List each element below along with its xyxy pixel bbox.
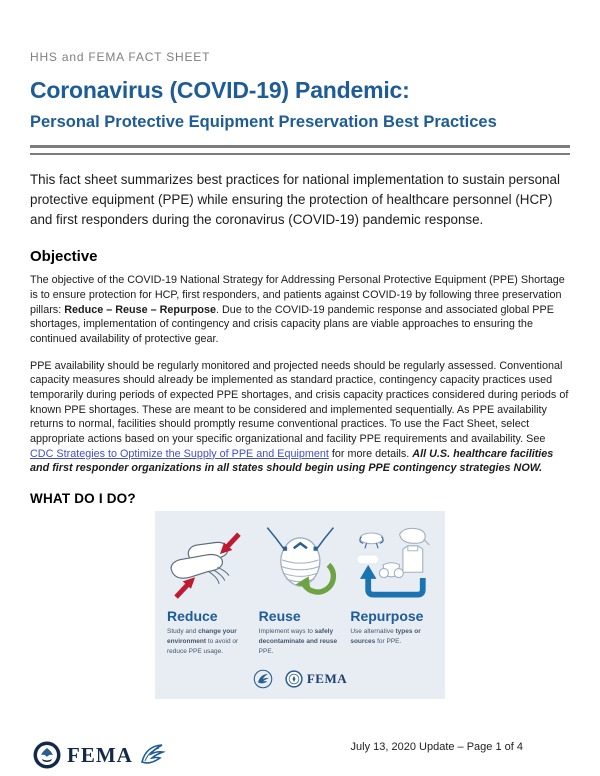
fema-wordmark: FEMA [306, 671, 348, 687]
divider-line [30, 145, 570, 148]
footer-page-info: July 13, 2020 Update – Page 1 of 4 [350, 741, 523, 753]
divider-line [30, 153, 570, 156]
pillar-label-repurpose: Repurpose [350, 608, 424, 625]
desc-text: PPE. [258, 647, 274, 655]
pillar-label-reduce: Reduce [167, 608, 218, 625]
document-kicker: HHS and FEMA FACT SHEET [30, 50, 211, 64]
desc-text: to avoid or reduce PPE usage. [167, 637, 239, 655]
pillar-repurpose [350, 521, 433, 665]
footer-agency-logos [32, 740, 166, 770]
pillars-bold-text: Reduce – Reuse – Repurpose [64, 303, 217, 316]
ppe-pillars-infographic [155, 511, 445, 699]
objective-heading: Objective [30, 248, 98, 266]
page-subtitle: Personal Protective Equipment Preservation Best Practices [30, 113, 497, 131]
pillar-reuse [259, 521, 342, 665]
fema-wordmark: FEMA [67, 742, 133, 767]
pillar-label-reuse: Reuse [258, 608, 301, 625]
desc-bold-text: types or sources [350, 628, 421, 645]
desc-text: Study and [167, 628, 199, 636]
respirator-mask-icon [259, 521, 342, 607]
paragraph-text: . Due to the COVID-19 pandemic response and associated global PPE shortages, implementation of contingency and crisis capacity plans are viable approaches to ensuring the continued availability of protective gear. [30, 303, 554, 346]
objective-paragraph-2 [30, 359, 570, 476]
what-do-i-do-heading: WHAT DO I DO? [30, 491, 136, 507]
gloves-icon [167, 521, 250, 607]
double-rule-divider [30, 145, 570, 155]
infographic-logos-row [167, 667, 433, 691]
pillars-row [167, 521, 433, 665]
fema-mini-logo [285, 670, 347, 688]
pillar-desc-repurpose [350, 627, 433, 647]
pillar-desc-reduce [167, 627, 250, 656]
intro-paragraph: This fact sheet summarizes best practices for national implementation to sustain personal protective equipment (PPE) while ensuring the protection of healthcare personnel (HCP) and first responders during the coronavirus (COVID-19) pandemic response. [30, 172, 560, 228]
paragraph-text: for more details. [328, 447, 413, 460]
hhs-eagle-icon [253, 669, 273, 689]
cdc-strategies-link[interactable]: CDC Strategies to Optimize the Supply of PPE and Equipment [30, 447, 329, 460]
pillar-desc-reuse [259, 627, 342, 656]
objective-paragraph-1 [30, 273, 570, 346]
desc-bold-text: change your environment [167, 628, 237, 645]
ppe-items-icon [350, 521, 433, 607]
dhs-seal-icon [285, 670, 303, 688]
page-title: Coronavirus (COVID-19) Pandemic: [30, 77, 410, 103]
hhs-eagle-icon [138, 742, 166, 768]
desc-text: for PPE. [375, 637, 402, 645]
pillar-reduce [167, 521, 250, 665]
desc-text: Use alternative [350, 628, 396, 636]
paragraph-text: The objective of the COVID-19 National Strategy for Addressing Personal Protective Equipment (PPE) Shortage is to ensure protection for HCP, first responders, and patients against COVID-19 by following three preservation pillars: [30, 274, 565, 316]
desc-text: Implement ways to [258, 628, 315, 636]
paragraph-text: PPE availability should be regularly monitored and projected needs should be regularly assessed. Conventional capacity measures should already be implemented as standard practice, contingency capacity practices used temporarily during periods of expected PPE shortages, and crisis capacity practices considered during periods of known PPE shortages. These are meant to be considered and implemented sequentially. As PPE availability returns to normal, facilities should promptly resume conventional practices. To use the Fact Sheet, select appropriate actions based on your specific organizational and facility PPE requirements and availability. See [30, 359, 569, 446]
dhs-seal-icon [32, 740, 62, 770]
urgent-call-to-action-text: All U.S. healthcare facilities and first responder organizations in all states should begin using PPE contingency strategies NOW. [30, 447, 554, 475]
desc-bold-text: safely decontaminate and reuse [258, 628, 338, 645]
